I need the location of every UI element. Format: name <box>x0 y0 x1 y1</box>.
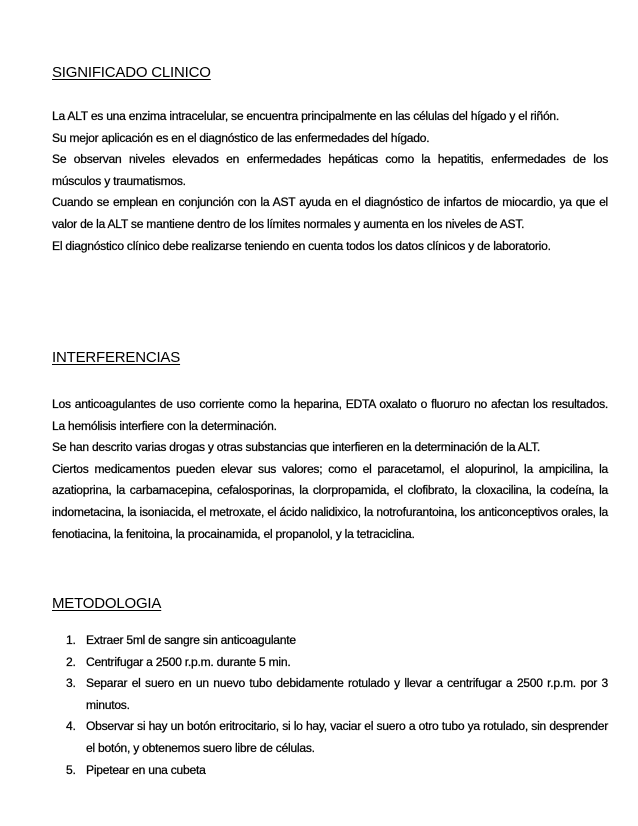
methodology-step <box>52 716 608 759</box>
clinical-paragraph: La ALT es una enzima intracelular, se encuentra principalmente en las células del hígado y el riñón. <box>52 109 559 123</box>
methodology-step <box>52 630 608 652</box>
step-number: 1. <box>66 633 76 647</box>
step-number: 2. <box>66 654 76 669</box>
section-heading-methodology: METODOLOGIA <box>52 595 162 612</box>
step-text: Separar el suero en un nuevo tubo debidamente rotulado y llevar a centrifugar a 2500 r.p.m. por 3 minutos. <box>86 676 608 712</box>
methodology-step <box>52 652 608 674</box>
methodology-steps <box>52 630 608 781</box>
interference-paragraph: Los anticoagulantes de uso corriente como la heparina, EDTA oxalato o fluoruro no afectan los resultados. La hemólisis interfiere con la determinación. <box>52 397 608 433</box>
clinical-paragraph: Se observan niveles elevados en enfermedades hepáticas como la hepatitis, enfermedades de los músculos y traumatismos. <box>52 152 608 188</box>
methodology-step <box>52 673 608 716</box>
step-number: 3. <box>66 676 76 691</box>
clinical-paragraph: Su mejor aplicación es en el diagnóstico de las enfermedades del hígado. <box>52 130 430 145</box>
section-heading-interference: INTERFERENCIAS <box>52 349 181 366</box>
step-text: Pipetear en una cubeta <box>86 762 206 777</box>
clinical-paragraph: El diagnóstico clínico debe realizarse teniendo en cuenta todos los datos clínicos y de laboratorio. <box>52 238 551 253</box>
clinical-body <box>52 106 608 257</box>
interference-body <box>52 394 608 545</box>
step-number: 5. <box>66 762 76 777</box>
interference-paragraph: Ciertos medicamentos pueden elevar sus valores; como el paracetamol, el alopurinol, la ampicilina, la azatioprina, la carbamacepina, cefalosporinas, la clorpropamida, el clofibrato, la cloxacilina, la codeína, la indometacina, la isoniacida, el metroxate, el ácido nalidixico, la notrofurantoina, los anticonceptivos orales, la fenotiacina, la fenitoina, la procainamida, el propanolol, y la tetraciclina. <box>52 461 608 541</box>
methodology-step <box>52 760 608 782</box>
clinical-paragraph: Cuando se emplean en conjunción con la AST ayuda en el diagnóstico de infartos de miocardio, ya que el valor de la ALT se mantiene dentro de los límites normales y aumenta en los niveles de AST. <box>52 195 608 231</box>
section-heading-clinical: SIGNIFICADO CLINICO <box>52 64 211 81</box>
step-text: Extraer 5ml de sangre sin anticoagulante <box>86 633 296 647</box>
step-text: Centrifugar a 2500 r.p.m. durante 5 min. <box>86 654 291 669</box>
step-number: 4. <box>66 719 76 734</box>
step-text: Observar si hay un botón eritrocitario, si lo hay, vaciar el suero a otro tubo ya rotulado, sin desprender el botón, y obtenemos suero libre de células. <box>86 719 608 755</box>
interference-paragraph: Se han descrito varias drogas y otras substancias que interfieren en la determinación de la ALT. <box>52 440 541 455</box>
